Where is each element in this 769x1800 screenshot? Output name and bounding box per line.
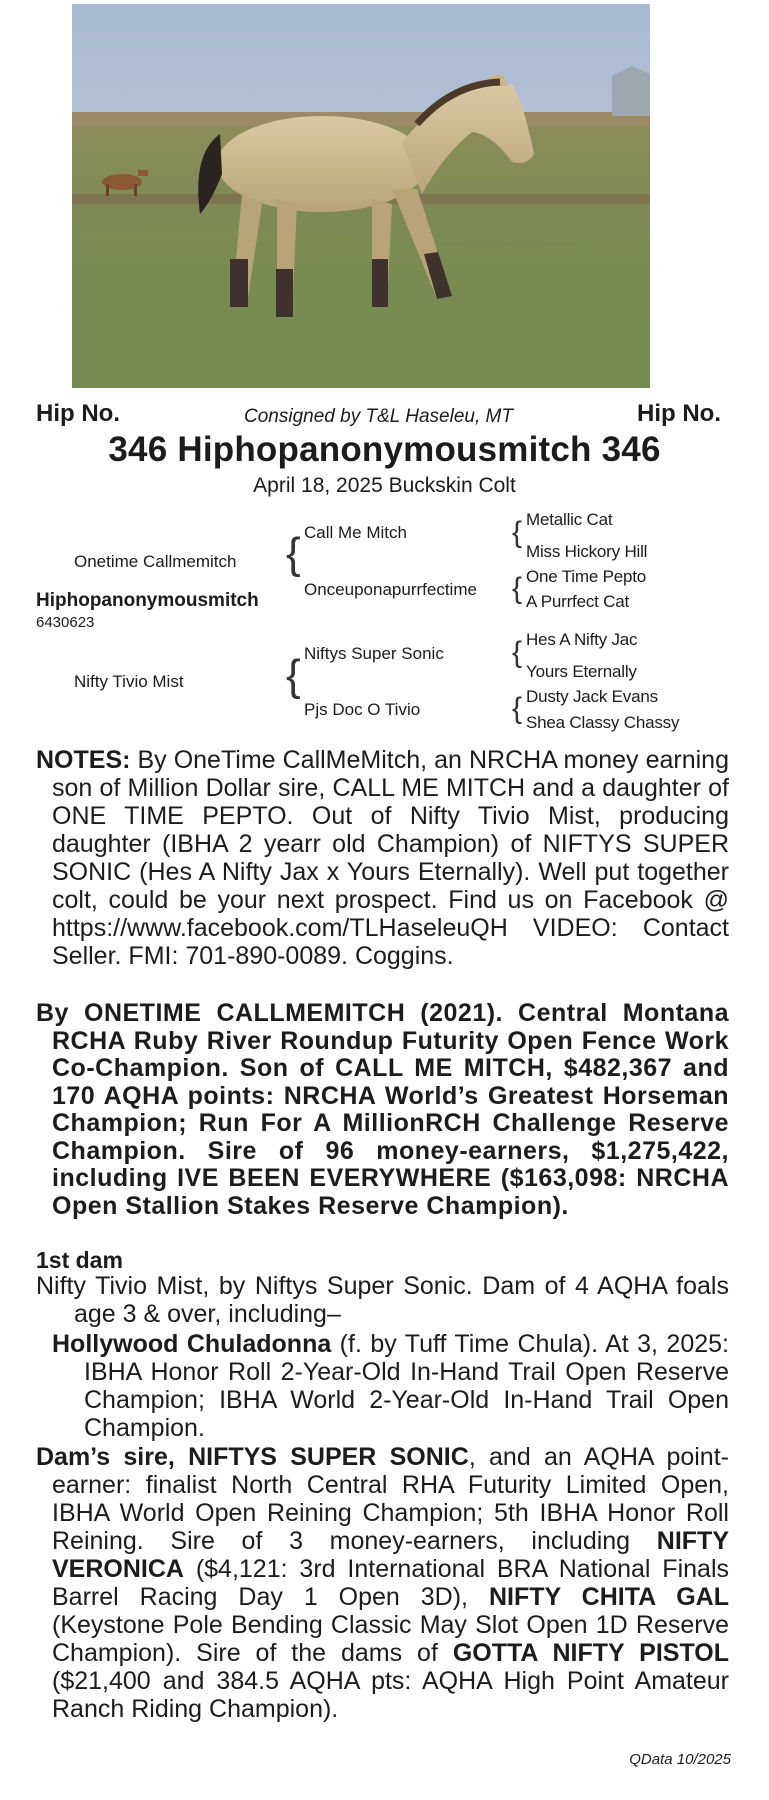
ped-ds-dam: Yours Eternally: [526, 662, 637, 681]
brace-dd: {: [512, 692, 523, 725]
notes-label: NOTES:: [36, 746, 131, 774]
dams-sire-b2: NIFTY CHITA GAL: [488, 1583, 729, 1611]
ped-sire-sire: Call Me Mitch: [304, 523, 407, 542]
produce-name: Hollywood Chuladonna: [52, 1330, 332, 1358]
ped-dam-dam: Pjs Doc O Tivio: [304, 700, 421, 719]
horse-name-title: Hiphopanonymousmitch: [177, 430, 592, 469]
ped-ss-sire: Metallic Cat: [526, 510, 613, 529]
hip-label-left: Hip No.: [36, 400, 120, 427]
dams-sire-t1: , and an AQHA point-earner: finalist North Central RHA Futurity Limited Open, IBHA World Open Reining Champion; 5th IBHA Honor Roll Reining. Sire of 3 money-earners, including: [52, 1443, 729, 1555]
brace-sd: {: [512, 572, 523, 605]
ped-ss-dam: Miss Hickory Hill: [526, 542, 648, 561]
first-dam-heading: 1st dam: [36, 1247, 123, 1273]
brace-dam: {: [286, 651, 301, 700]
horse-photo-illustration: [72, 4, 650, 388]
hip-number-right: 346: [601, 430, 661, 469]
ped-registration: 6430623: [36, 614, 95, 631]
brace-ss: {: [512, 516, 523, 549]
dams-sire-paragraph: [36, 1443, 729, 1723]
hip-number-left: 346: [108, 430, 168, 469]
hip-row: [36, 400, 721, 430]
ped-ds-sire: Hes A Nifty Jac: [526, 630, 638, 649]
ped-sd-dam: A Purrfect Cat: [526, 592, 630, 611]
dams-sire-t2: ($4,121: 3rd International BRA National Finals Barrel Racing Day 1 Open 3D),: [52, 1555, 729, 1611]
hip-label-right: Hip No.: [637, 400, 721, 427]
footer-qdata: QData 10/2025: [629, 1751, 731, 1768]
dams-sire-t4: ($21,400 and 384.5 AQHA pts: AQHA High Point Amateur Ranch Riding Champion).: [52, 1667, 729, 1723]
dams-sire-lead: Dam’s sire, NIFTYS SUPER SONIC: [36, 1443, 469, 1471]
consignor-line: Consigned by T&L Haseleu, MT: [244, 406, 513, 427]
brace-sire: {: [286, 529, 301, 578]
ped-dd-sire: Dusty Jack Evans: [526, 687, 658, 706]
ped-dam: Nifty Tivio Mist: [74, 672, 184, 691]
notes-paragraph: [36, 746, 729, 970]
first-dam-line: Nifty Tivio Mist, by Niftys Super Sonic. Dam of 4 AQHA foals age 3 & over, including–: [36, 1272, 729, 1328]
ped-sire: Onetime Callmemitch: [74, 552, 237, 571]
sire-paragraph: By ONETIME CALLMEMITCH (2021). Central Montana RCHA Ruby River Roundup Futurity Open Fence Work Co-Champion. Son of CALL ME MITCH, $482,367 and 170 AQHA points: NRCHA World’s Greatest Horseman Champion; Run For A MillionRCH Challenge Reserve Champion. Sire of 96 money-earners, $1,275,422, including IVE BEEN EVERYWHERE ($163,098: NRCHA Open Stallion Stakes Reserve Champion).: [36, 999, 729, 1220]
ped-dam-sire: Niftys Super Sonic: [304, 644, 444, 663]
produce-record: [36, 1330, 729, 1442]
ped-horse-name: Hiphopanonymousmitch: [36, 590, 259, 611]
ped-dd-dam: Shea Classy Chassy: [526, 713, 680, 732]
dams-sire-b1: NIFTY VERONICA: [52, 1527, 729, 1583]
ped-sd-sire: One Time Pepto: [526, 567, 647, 586]
dams-sire-b3: GOTTA NIFTY PISTOL: [452, 1639, 729, 1667]
brace-ds: {: [512, 636, 523, 669]
title-row: [0, 430, 769, 470]
dams-sire-t3: (Keystone Pole Bending Classic May Slot Open 1D Reserve Champion). Sire of the dams of: [52, 1611, 729, 1667]
horse-photo: [72, 4, 650, 388]
produce-text: (f. by Tuff Time Chula). At 3, 2025: IBHA Honor Roll 2-Year-Old In-Hand Trail Open Reserve Champion; IBHA World 2-Year-Old In-Hand Trail Open Champion.: [84, 1330, 729, 1442]
birth-line: April 18, 2025 Buckskin Colt: [253, 474, 516, 497]
ped-sire-dam: Onceuponapurrfectime: [304, 580, 477, 599]
notes-text: By OneTime CallMeMitch, an NRCHA money earning son of Million Dollar sire, CALL ME MITCH and a daughter of ONE TIME PEPTO. Out of Nifty Tivio Mist, producing daughter (IBHA 2 yearr old Champion) of NIFTYS SUPER SONIC (Hes A Nifty Jax x Yours Eternally). Well put together colt, could be your next prospect. Find us on Facebook @ https://www.facebook.com/TLHaseleuQH VIDEO: Contact Seller. FMI: 701-890-0089. Coggins.: [52, 746, 729, 970]
